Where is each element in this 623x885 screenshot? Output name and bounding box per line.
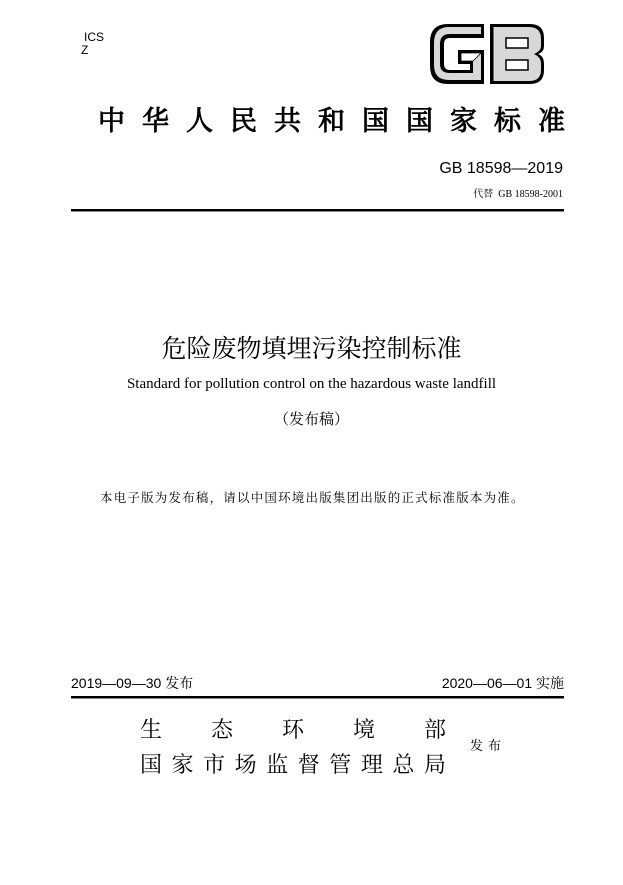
header-divider bbox=[71, 209, 564, 212]
issuer-char: 理 bbox=[360, 753, 383, 778]
document-title-chinese: 危险废物填埋污染控制标准 bbox=[161, 334, 462, 363]
issuer-char: 境 bbox=[352, 718, 375, 743]
national-standard-heading: 中华人民共和国国家标准 bbox=[98, 106, 582, 137]
issuer-char: 态 bbox=[210, 718, 233, 743]
replaces-label: 代替 bbox=[473, 189, 494, 200]
gb-logo-icon bbox=[426, 20, 548, 88]
issuer-ministry-ecology-environment bbox=[140, 713, 446, 744]
issuer-char: 生 bbox=[140, 718, 163, 743]
ccs-label: Z bbox=[81, 43, 89, 57]
replaces-line bbox=[473, 185, 563, 200]
electronic-version-notice: 本电子版为发布稿，请以中国环境出版集团出版的正式标准版本为准。 bbox=[100, 490, 525, 505]
issuer-char: 管 bbox=[329, 753, 352, 778]
classification-codes bbox=[81, 30, 105, 57]
effective-date: 2020—06—01 实施 bbox=[441, 675, 564, 691]
publish-date: 2019—09—30 发布 bbox=[71, 675, 194, 691]
issuer-char: 环 bbox=[281, 718, 304, 743]
issued-label: 发布 bbox=[470, 739, 507, 754]
issuer-char: 部 bbox=[423, 718, 446, 743]
issuer-char: 总 bbox=[392, 753, 415, 778]
issuer-char: 市 bbox=[203, 753, 226, 778]
document-title-english: Standard for pollution control on the hazardous waste landfill bbox=[126, 376, 497, 392]
issuer-char: 局 bbox=[423, 753, 446, 778]
issuer-char: 家 bbox=[171, 753, 194, 778]
issuer-char: 监 bbox=[266, 753, 289, 778]
footer-divider bbox=[71, 696, 564, 699]
issuer-char: 督 bbox=[297, 753, 320, 778]
ics-label: ICS bbox=[84, 30, 105, 44]
standard-number: GB 18598—2019 bbox=[439, 160, 563, 177]
gb-logo bbox=[426, 20, 548, 88]
draft-label: （发布稿） bbox=[273, 410, 349, 428]
issuer-state-market-regulation bbox=[140, 748, 446, 779]
issuer-char: 场 bbox=[234, 753, 257, 778]
issuer-char: 国 bbox=[140, 753, 163, 778]
replaces-number: GB 18598-2001 bbox=[498, 189, 563, 200]
